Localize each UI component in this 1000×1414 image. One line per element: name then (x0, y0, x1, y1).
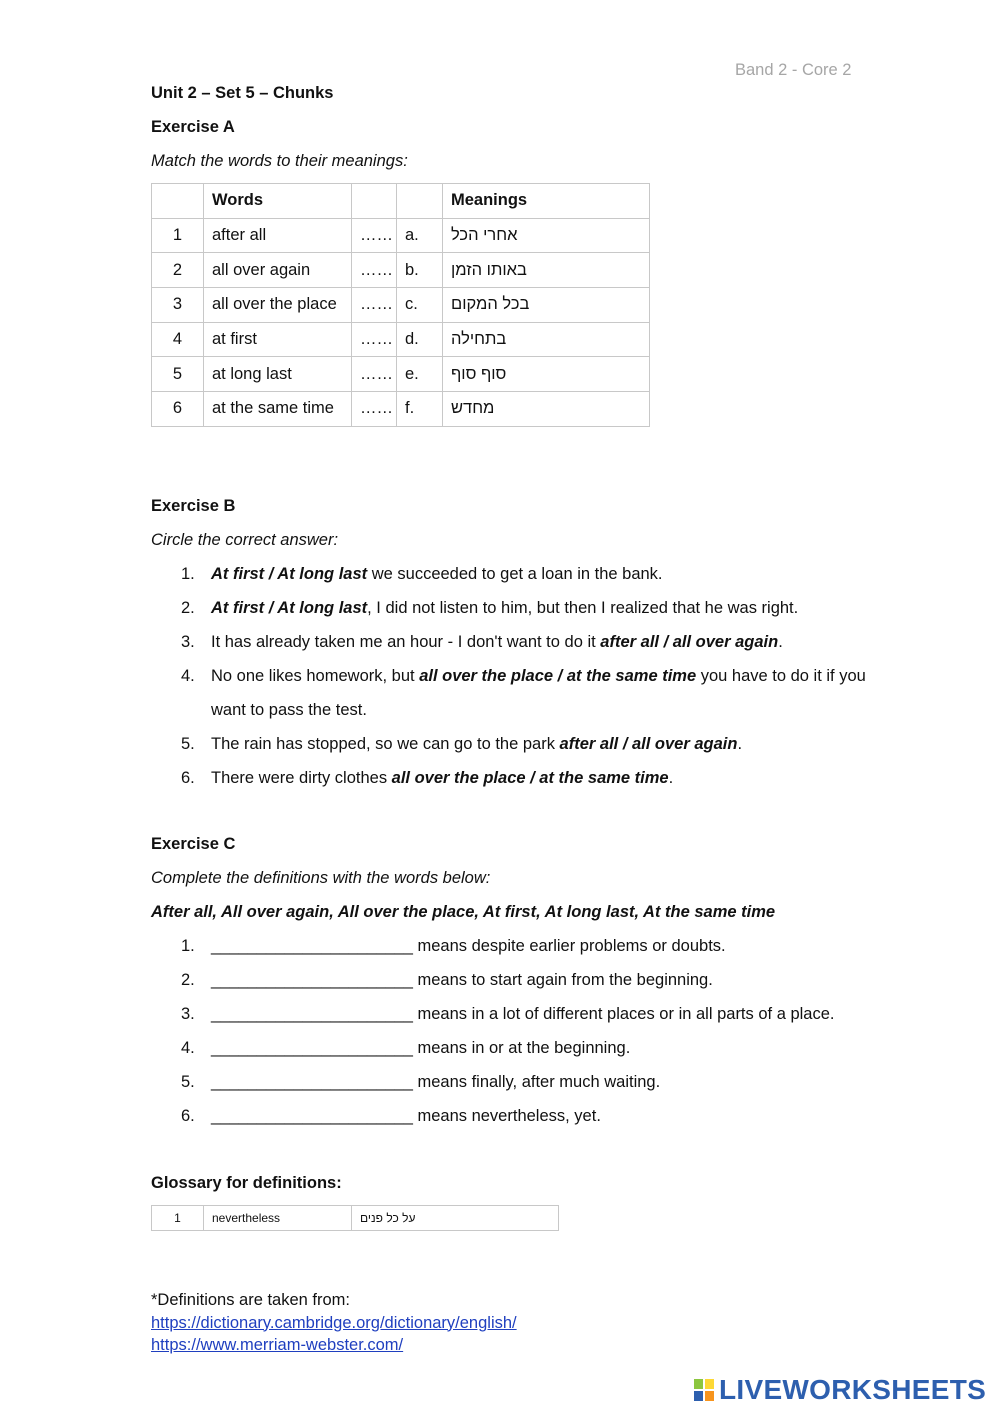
meaning-cell: בתחילה (443, 322, 650, 357)
answer-blank[interactable]: ______________________ (211, 1073, 413, 1091)
word-bank: After all, All over again, All over the place, At first, At long last, At the same time (151, 903, 776, 921)
exercise-a-heading: Exercise A (151, 118, 235, 136)
exercise-c-heading: Exercise C (151, 835, 236, 853)
table-header-row (152, 184, 650, 219)
answer-blank[interactable]: ______________________ (211, 937, 413, 955)
word-cell: after all (204, 218, 352, 253)
answer-choices[interactable]: At first / At long last (211, 599, 368, 617)
list-item: 2. At first / At long last, I did not listen to him, but then I realized that he was right. (181, 599, 799, 617)
logo-icon (693, 1378, 715, 1402)
answer-choices[interactable]: after all / all over again (559, 735, 738, 753)
glossary-table (151, 1205, 559, 1231)
table-row: 4 at first …… d. בתחילה (152, 322, 650, 357)
page-title: Unit 2 – Set 5 – Chunks (151, 84, 334, 102)
answer-blank[interactable]: ______________________ (211, 1005, 413, 1023)
answer-blank[interactable]: ______________________ (211, 1039, 413, 1057)
answer-choices[interactable]: At first / At long last (211, 565, 368, 583)
column-header-words: Words (204, 184, 352, 219)
meaning-cell: באותו הזמן (443, 253, 650, 288)
list-item: 1. At first / At long last we succeeded to get a loan in the bank. (181, 565, 663, 583)
table-row: 5 at long last …… e. סוף סוף (152, 357, 650, 392)
exercise-c-list (151, 929, 911, 1133)
answer-blank[interactable]: …… (352, 288, 397, 323)
table-row: 6 at the same time …… f. מחדש (152, 392, 650, 427)
sources (151, 1289, 517, 1357)
word-cell: all over again (204, 253, 352, 288)
exercise-b-instruction: Circle the correct answer: (151, 531, 339, 549)
liveworksheets-logo (693, 1375, 986, 1405)
word-cell: at long last (204, 357, 352, 392)
logo-text: LIVEWORKSHEETS (719, 1374, 987, 1405)
glossary-heading: Glossary for definitions: (151, 1174, 342, 1192)
list-item: 5. ______________________ means finally, after much waiting. (181, 1073, 661, 1091)
answer-choices[interactable]: all over the place / at the same time (391, 769, 669, 787)
list-item: 1. ______________________ means despite earlier problems or doubts. (181, 937, 726, 955)
list-item: 4. ______________________ means in or at the beginning. (181, 1039, 631, 1057)
meaning-cell: בכל המקום (443, 288, 650, 323)
matching-table (151, 183, 650, 427)
answer-blank[interactable]: …… (352, 392, 397, 427)
exercise-a-instruction: Match the words to their meanings: (151, 152, 408, 170)
table-row: 2 all over again …… b. באותו הזמן (152, 253, 650, 288)
meaning-cell: מחדש (443, 392, 650, 427)
answer-choices[interactable]: after all / all over again (600, 633, 779, 651)
exercise-c-instruction: Complete the definitions with the words below: (151, 869, 491, 887)
answer-choices[interactable]: all over the place / at the same time (419, 667, 697, 685)
list-item: 6. There were dirty clothes all over the place / at the same time. (181, 769, 674, 787)
list-item: 6. ______________________ means nevertheless, yet. (181, 1107, 601, 1125)
sources-label: *Definitions are taken from: (151, 1291, 351, 1309)
cambridge-link[interactable]: https://dictionary.cambridge.org/dictionary/english/ (151, 1313, 517, 1332)
answer-blank[interactable]: ______________________ (211, 1107, 413, 1125)
exercise-b-list (151, 557, 901, 795)
merriam-webster-link[interactable]: https://www.merriam-webster.com/ (151, 1336, 404, 1354)
answer-blank[interactable]: …… (352, 253, 397, 288)
meaning-cell: סוף סוף (443, 357, 650, 392)
word-cell: at the same time (204, 392, 352, 427)
word-cell: at first (204, 322, 352, 357)
answer-blank[interactable]: …… (352, 322, 397, 357)
exercise-b-heading: Exercise B (151, 497, 236, 515)
word-cell: all over the place (204, 288, 352, 323)
meaning-cell: אחרי הכל (443, 218, 650, 253)
list-item: 3. It has already taken me an hour - I don't want to do it after all / all over again. (181, 633, 783, 651)
list-item: 4. No one likes homework, but all over the place / at the same time you have to do it if you want to pass the test. (181, 667, 866, 719)
answer-blank[interactable]: ______________________ (211, 971, 413, 989)
column-header-meanings: Meanings (443, 184, 650, 219)
table-row: 1 after all …… a. אחרי הכל (152, 218, 650, 253)
list-item: 5. The rain has stopped, so we can go to the park after all / all over again. (181, 735, 743, 753)
list-item: 3. ______________________ means in a lot of different places or in all parts of a place. (181, 1005, 835, 1023)
table-row: 3 all over the place …… c. בכל המקום (152, 288, 650, 323)
list-item: 2. ______________________ means to start again from the beginning. (181, 971, 713, 989)
band-label: Band 2 - Core 2 (735, 61, 852, 79)
answer-blank[interactable]: …… (352, 357, 397, 392)
answer-blank[interactable]: …… (352, 218, 397, 253)
table-row: 1 nevertheless על כל פנים (152, 1206, 559, 1231)
